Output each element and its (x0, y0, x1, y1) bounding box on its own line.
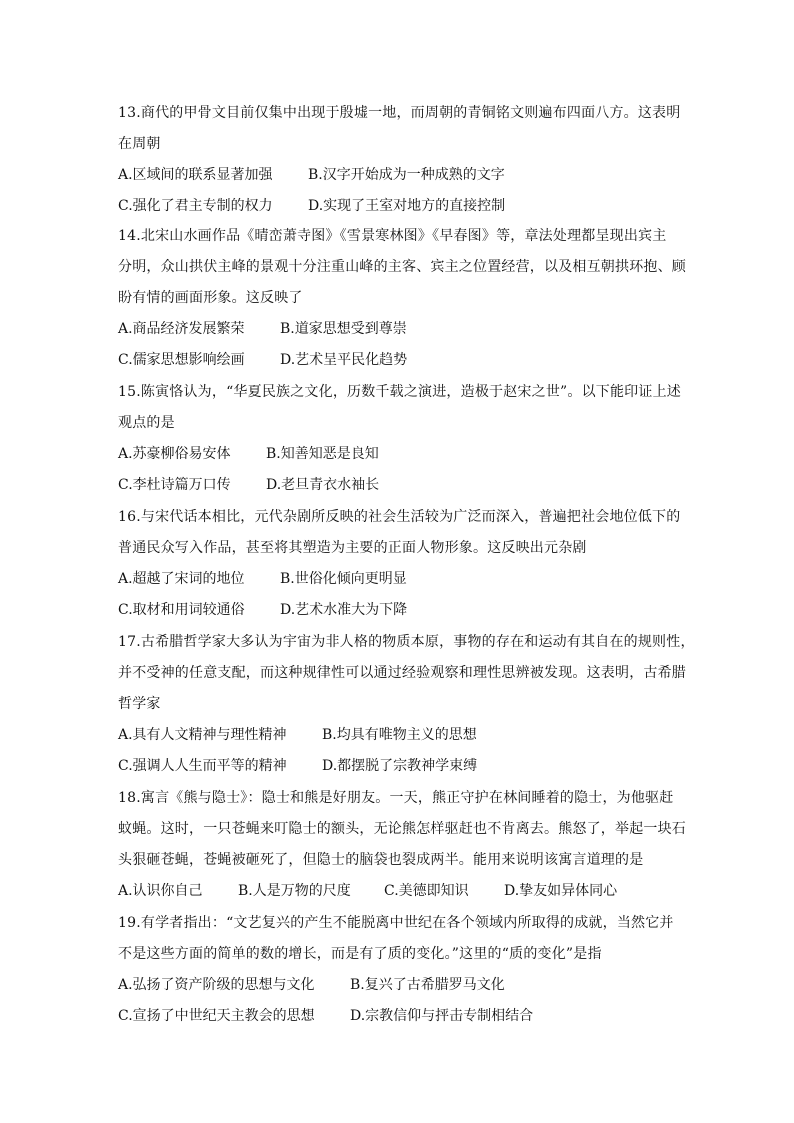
option-a: A.超越了宋词的地位 (118, 571, 245, 587)
option-row (118, 1001, 678, 1032)
question-stem-line: 分明，众山拱伏主峰的景观十分注重山峰的主客、宾主之位置经营，以及相互朝拱环抱、顾 (118, 259, 686, 275)
option-c: C.儒家思想影响绘画 (118, 352, 245, 368)
question-13 (118, 98, 681, 222)
question-stem-line: 15.陈寅恪认为，“华夏民族之文化，历数千载之演进，造极于赵宋之世”。以下能印证上述 (118, 384, 681, 400)
option-a: A.具有人文精神与理性精神 (118, 727, 287, 743)
question-16 (118, 502, 681, 626)
option-a: A.苏豪柳俗易安体 (118, 446, 231, 462)
option-d: D.老旦青衣水袖长 (266, 477, 380, 493)
question-stem-line: 14.北宋山水画作品《晴峦萧寺图》《雪景寒林图》《早春图》等，章法处理都呈现出宾主 (118, 228, 667, 244)
question-stem-line: 并不受神的任意支配，而这种规律性可以通过经验观察和理性思辨被发现。这表明，古希腊 (118, 665, 686, 681)
question-stem-line: 普通民众写入作品，甚至将其塑造为主要的正面人物形象。这反映出元杂剧 (118, 540, 587, 556)
option-b: B.均具有唯物主义的思想 (322, 727, 477, 743)
question-14 (118, 221, 686, 376)
option-row (118, 439, 678, 470)
option-row (118, 160, 678, 191)
option-row (118, 970, 678, 1001)
question-17 (118, 627, 695, 782)
question-stem-line: 16.与宋代话本相比，元代杂剧所反映的社会生活较为广泛而深入，普遍把社会地位低下的 (118, 509, 681, 525)
option-row (118, 564, 678, 595)
question-stem-line: 盼有情的画面形象。这反映了 (118, 290, 303, 306)
option-row (118, 191, 678, 222)
question-stem-line: 蚊蝇。这时，一只苍蝇来叮隐士的额头，无论熊怎样驱赶也不肯离去。熊怒了，举起一块石 (118, 821, 686, 837)
option-b: B.知善知恶是良知 (266, 446, 379, 462)
option-a: A.弘扬了资产阶级的思想与文化 (118, 977, 315, 993)
option-row (118, 751, 678, 782)
option-d: D.艺术水准大为下降 (280, 602, 408, 618)
question-18 (118, 783, 686, 907)
option-d: D.挚友如异体同心 (504, 883, 618, 899)
option-a: A.认识你自己 (118, 883, 203, 899)
question-19 (118, 908, 678, 1032)
option-d: D.实现了王室对地方的直接控制 (308, 198, 506, 214)
option-row (118, 595, 678, 626)
option-c: C.李杜诗篇万口传 (118, 477, 231, 493)
option-a: A.区域间的联系显著加强 (118, 167, 273, 183)
option-b: B.道家思想受到尊崇 (280, 321, 407, 337)
option-row (118, 314, 678, 345)
question-stem-line: 观点的是 (118, 415, 175, 431)
option-row (118, 345, 678, 376)
question-stem-line: 在周朝 (118, 136, 161, 152)
option-d: D.都摆脱了宗教神学束缚 (322, 758, 478, 774)
question-stem-line: 18.寓言《熊与隐士》：隐士和熊是好朋友。一天，熊正守护在林间睡着的隐士，为他驱赶 (118, 790, 674, 806)
question-stem-line: 13.商代的甲骨文目前仅集中出现于殷墟一地，而周朝的青铜铭文则遍布四面八方。这表明 (118, 105, 681, 121)
option-row (118, 470, 678, 501)
option-row (118, 876, 678, 907)
option-b: B.世俗化倾向更明显 (280, 571, 407, 587)
option-b: B.复兴了古希腊罗马文化 (350, 977, 505, 993)
option-b: B.人是万物的尺度 (238, 883, 351, 899)
question-stem-line: 17.古希腊哲学家大多认为宇宙为非人格的物质本原，事物的存在和运动有其自在的规则性， (118, 634, 695, 650)
option-c: C.取材和用词较通俗 (118, 602, 245, 618)
option-a: A.商品经济发展繁荣 (118, 321, 245, 337)
option-c: C.美德即知识 (384, 883, 469, 899)
option-row (118, 720, 678, 751)
question-stem-line: 不是这些方面的简单的数的增长，而是有了质的变化。”这里的“质的变化”是指 (118, 946, 602, 962)
option-c: C.强化了君主专制的权力 (118, 198, 273, 214)
question-stem-line: 19.有学者指出：“文艺复兴的产生不能脱离中世纪在各个领域内所取得的成就，当然它并 (118, 915, 674, 931)
question-15 (118, 377, 681, 501)
option-d: D.宗教信仰与抨击专制相结合 (350, 1008, 534, 1024)
question-stem-line: 哲学家 (118, 696, 161, 712)
option-b: B.汉字开始成为一种成熟的文字 (308, 167, 505, 183)
option-c: C.宣扬了中世纪天主教会的思想 (118, 1008, 315, 1024)
option-c: C.强调人人生而平等的精神 (118, 758, 287, 774)
option-d: D.艺术呈平民化趋势 (280, 352, 408, 368)
question-stem-line: 头狠砸苍蝇，苍蝇被砸死了，但隐士的脑袋也裂成两半。能用来说明该寓言道理的是 (118, 852, 644, 868)
